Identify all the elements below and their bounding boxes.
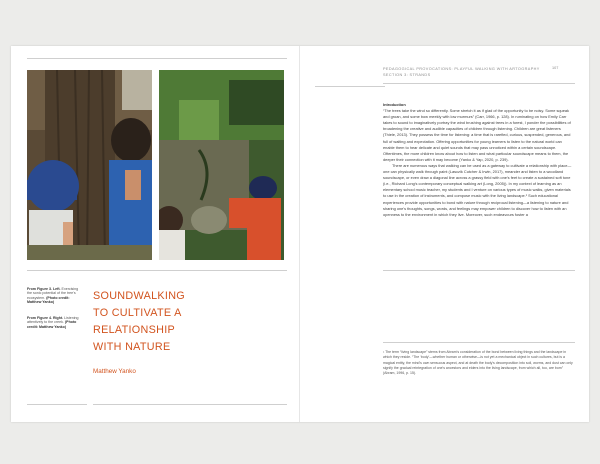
photo-children-at-creek-image (159, 70, 284, 260)
paragraph-2: There are numerous ways that walking can be used as a gateway to cultivate a relationship with place—one can physically walk through paint (Lasczik Cutcher & Irwin, 2017), meander and listen to a woodland soundscape, or even draw a diagonal line across a grassy field with one's feet to create a sustained soft tone (i.e., Richard Long's contemporary conceptual walking art (Long, 2005)). In my context of learning as an elementary school music teacher, my students and I venture on various types of music walks, given materials to use in the creation of instruments, and compose music with the living landscape.¹ Such educational experiences provide opportunities to bond with nature through reciprocal listening—a listening to nature and sharing one's thoughts, songs, words, and feelings may empower children to discover how to listen with an openness to the environment in which they live. Moreover, such endeavours foster a (383, 162, 572, 217)
body-text (383, 102, 573, 218)
running-head-book-title: PEDAGOGICAL PROVOCATIONS: PLAYFUL WALKING WITH ARTOGRAPHY (383, 67, 540, 71)
caption-figure-3-text: Exercising the sonic potential of the tree's ecosystem. (27, 287, 79, 300)
photo-child-at-tree-image (27, 70, 152, 260)
spine-divider (299, 46, 300, 422)
title-line: WITH NATURE (93, 341, 171, 353)
title-line: TO CULTIVATE A (93, 307, 182, 319)
chapter-title (93, 288, 253, 356)
caption-figure-4-text: Listening attentively to the creek. (27, 316, 79, 325)
caption-figure-4-label: From Figure 4. Right. (27, 316, 64, 320)
caption-figure-3 (27, 287, 83, 305)
mid-rule-right (383, 270, 575, 271)
caption-figure-4-credit: (Photo credit: Matthew Yanko) (27, 320, 77, 329)
rule-below-photos (27, 270, 287, 271)
caption-figure-3-credit: (Photo credit: Matthew Yanko) (27, 295, 70, 305)
photo-children-at-creek (159, 70, 284, 260)
title-line: RELATIONSHIP (93, 324, 175, 336)
running-head (383, 66, 540, 78)
footnote: ¹ The term “living landscape” stems from Abram's consideration of the bond between living things and the landscape in which they reside. “The ‘body’—whether human or otherwise—is not yet a mechanical object in such cultures, but is a magical entity, the mind's own sensuous aspect, and at death the body's decomposition into soil, worms, and dust can only signify the gradual reintegration of one's ancestors and elders into the living landscape, from which all, too, are born” (Abram, 1996, p. 15). (383, 350, 573, 376)
running-head-section: SECTION 3: STRANDS (383, 73, 431, 77)
caption-figure-3-label: From Figure 3. Left. (27, 287, 61, 291)
title-line: SOUNDWALKING (93, 290, 185, 302)
bottom-rule-left-b (93, 404, 287, 405)
footnote-rule (383, 342, 575, 343)
author-name: Matthew Yanko (93, 368, 136, 375)
top-rule-right-gutter (315, 86, 385, 87)
caption-figure-4 (27, 316, 83, 329)
top-rule-right (383, 83, 575, 84)
bottom-rule-left-a (27, 404, 87, 405)
page-number: 107 (552, 66, 559, 70)
photo-child-at-tree (27, 70, 152, 260)
section-heading: Introduction (383, 102, 406, 107)
paragraph-1: “The trees take the wind so differently. Some stretch it as if glad of the opportunity to be noisy. Some squeak and groan, and some bow meekly with low murmurs” (Carr, 1966, p. 128). In ruminating on how Emily Carr takes to sound to imaginatively portray the wind brushing against trees in a forest, I ponder the possibilities of broadening the creative and audible capacities of children through listening. Children are great listeners (Thiele, 2013). They possess the time for listening: a time that is rarefied, curious, suspended, generous, and full of waiting and expectation. Offering opportunities for young learners to listen to the natural world can enable them to hear delicate and quiet sounds that may pass unnoticed within a certain soundscape. Oftentimes, the more children know about how to listen and what particular soundscape means to them, the deeper their connection with it may become (Yanko & Yap, 2020, p. 239). (383, 108, 571, 162)
top-rule-left (27, 58, 287, 59)
